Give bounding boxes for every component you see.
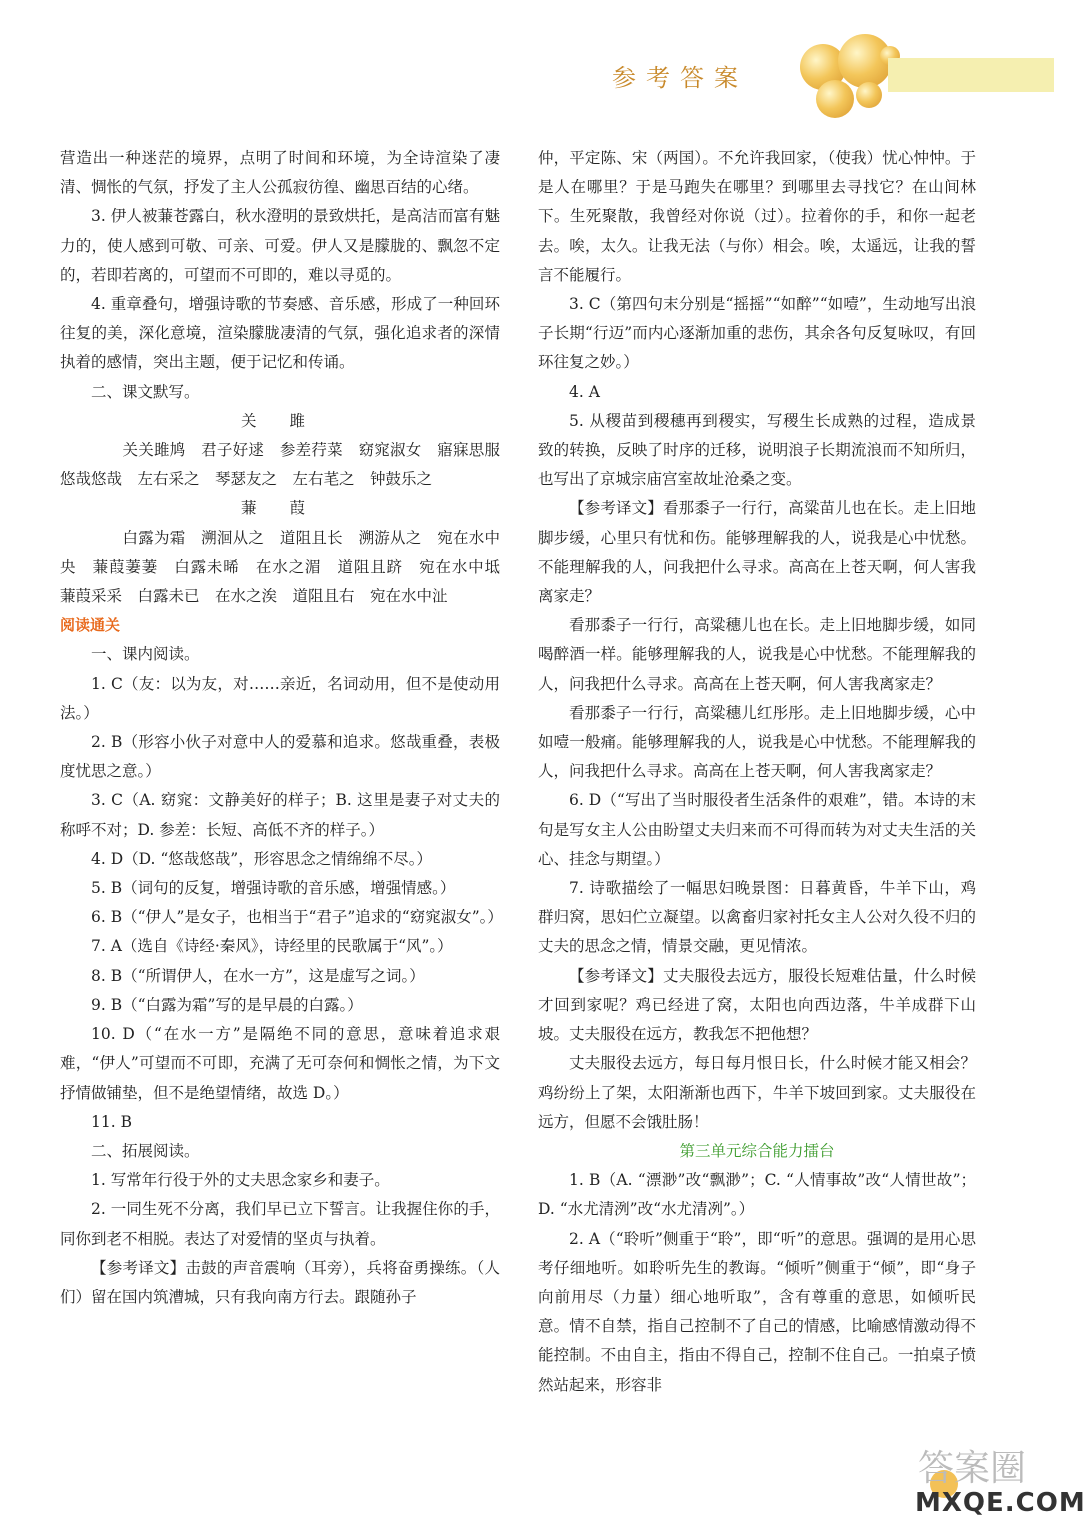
answer-paragraph: 3. C（第四句末分别是“摇摇”“如醉”“如噎”，生动地写出浪子长期“行迈”而内心逐渐加重的悲伤，其余各句反复咏叹，有回环往复之妙。） [538,295,976,372]
section-heading: 阅读通关 [60,616,121,635]
decorative-bubble [816,80,854,118]
page-header [0,0,1062,120]
answer-paragraph: 3. 伊人被蒹苍露白，秋水澄明的景致烘托，是高洁而富有魅力的，使人感到可敬、可亲、可爱。伊人又是朦胧的、飘忽不定的，若即若离的，可望而不可即的，难以寻觅的。 [60,207,500,284]
answer-paragraph: 1. 写常年行役于外的丈夫思念家乡和妻子。 [91,1171,390,1190]
answer-paragraph: 4. D（D. “悠哉悠哉”，形容思念之情绵绵不尽。） [91,849,432,868]
answer-paragraph: 看那黍子一行行，高粱穗儿红彤彤。走上旧地脚步缓，心中如噎一般痛。能够理解我的人，说我是心中忧愁。不能理解我的人，问我把什么寻求。高高在上苍天啊，何人害我离家走？ [538,703,976,781]
poem-title: 关 雎 [241,411,319,430]
answer-paragraph: 5. B（词句的反复，增强诗歌的音乐感，增强情感。） [91,879,456,898]
poem-text: 白露为霜 溯洄从之 道阻且长 溯游从之 宛在水中央 蒹葭萋萋 白露未晞 在水之湄 道阻且跻 宛在水中坻 蒹葭采采 白露未已 在水之涘 道阻且右 宛在水中沚 [60,528,516,606]
answer-paragraph: 营造出一种迷茫的境界，点明了时间和环境，为全诗渲染了凄清、惆怅的气氛，抒发了主人公孤寂彷徨、幽思百结的心绪。 [60,149,500,197]
poem-text: 关关雎鸠 君子好逑 参差荇菜 窈窕淑女 寤寐思服 悠哉悠哉 左右采之 琴瑟友之 左右芼之 钟鼓乐之 [60,441,516,489]
answer-paragraph: 4. A [569,382,600,401]
answer-paragraph: 10. D（“在水一方”是隔绝不同的意思，意味着追求艰难，“伊人”可望而不可即，充满了无可奈何和惆怅之情，为下文抒情做铺垫，但不是绝望情绪，故选 D。） [60,1025,500,1102]
answer-paragraph: 9. B（“白露为霜”写的是早晨的白露。） [91,995,363,1014]
answer-paragraph: 5. 从稷苗到稷穗再到稷实，写稷生长成熟的过程，造成景致的转换，反映了时序的迁移，说明浪子长期流浪而不知所归，也写出了京城宗庙宫室故址沧桑之变。 [538,411,976,489]
answer-paragraph: 二、课文默写。 [91,382,200,401]
unit-title: 第三单元综合能力擂台 [679,1141,835,1160]
answer-paragraph: 2. B（形容小伙子对意中人的爱慕和追求。悠哉重叠，表极度忧思之意。） [60,733,500,781]
answer-paragraph: 【参考译文】看那黍子一行行，高粱苗儿也在长。走上旧地脚步缓，心里只有忧和伤。能够理解我的人，说我是心中忧愁。不能理解我的人，问我把什么寻求。高高在上苍天啊，何人害我离家走？ [538,499,976,606]
answer-paragraph: 仲，平定陈、宋（两国）。不允许我回家，（使我）忧心忡忡。于是人在哪里？于是马跑失在哪里？到哪里去寻找它？在山间林下。生死聚散，我曾经对你说（过）。拉着你的手，和你一起老去。唉，太久。让我无法（与你）相会。唉，太遥远，让我的誓言不能履行。 [538,149,976,284]
answer-paragraph: 8. B（“所谓伊人，在水一方”，这是虚写之词。） [91,966,425,985]
answer-paragraph: 一、课内阅读。 [91,645,200,664]
answer-paragraph: 2. A（“聆听”侧重于“聆”，即“听”的意思。强调的是用心思考仔细地听。如聆听先生的教诲。“倾听”侧重于“倾”，即“身子向前用尽（力量）细心地听取”，含有尊重的意思，如倾听民意。情不自禁，指自己控制不了自己的情感，比喻感情激动得不能控制。不由自主，指由不得自己，控制不住自己。一拍桌子愤然站起来，形容非 [538,1229,976,1394]
answer-paragraph: 【参考译文】击鼓的声音震响（耳旁），兵将奋勇操练。（人们）留在国内筑漕城，只有我向南方行去。跟随孙子 [60,1258,500,1306]
answer-paragraph: 2. 一同生死不分离，我们早已立下誓言。让我握住你的手，同你到老不相脱。表达了对爱情的坚贞与执着。 [60,1200,500,1248]
answer-paragraph: 丈夫服役去远方，每日每月恨日长，什么时候才能又相会？鸡纷纷上了架，太阳渐渐也西下，牛羊下坡回到家。丈夫服役在远方，但愿不会饿肚肠！ [538,1054,976,1131]
answer-paragraph: 11. B [91,1112,132,1131]
page-title: 参考答案 [612,64,748,92]
answer-paragraph: 1. C（友：以为友，对……亲近，名词动用，但不是使动用法。） [60,674,500,722]
decorative-bubble [856,82,882,108]
answer-paragraph: 6. D（“写出了当时服役者生活条件的艰难”，错。本诗的末句是写女主人公由盼望丈夫归来而不可得而转为对丈夫生活的关心、挂念与期望。） [538,791,976,868]
right-column [538,144,976,1400]
header-bar [888,58,1054,92]
answer-paragraph: 3. C（A. 窈窕：文静美好的样子；B. 这里是妻子对丈夫的称呼不对；D. 参差：长短、高低不齐的样子。） [60,791,500,839]
answer-paragraph: 7. A（选自《诗经·秦风》，诗经里的民歌属于“风”。） [91,937,453,956]
left-column [60,144,516,1312]
answer-paragraph: 二、拓展阅读。 [91,1141,200,1160]
answer-paragraph: 1. B（A. “漂渺”改“飘渺”；C. “人情事故”改“人情世故”；D. “水尤清洌”改“水尤清冽”。） [538,1171,976,1219]
watermark-text: MXQE.COM [915,1488,1086,1518]
poem-title: 蒹 葭 [241,499,319,518]
answer-paragraph: 看那黍子一行行，高粱穗儿也在长。走上旧地脚步缓，如同喝醉酒一样。能够理解我的人，说我是心中忧愁。不能理解我的人，问我把什么寻求。高高在上苍天啊，何人害我离家走？ [538,616,976,693]
answer-paragraph: 6. B（“伊人”是女子，也相当于“君子”追求的“窈窕淑女”。） [91,908,503,927]
answer-paragraph: 4. 重章叠句，增强诗歌的节奏感、音乐感，形成了一种回环往复的美，深化意境，渲染朦胧凄清的气氛，强化追求者的深情执着的感情，突出主题，便于记忆和传诵。 [60,295,500,372]
answer-paragraph: 7. 诗歌描绘了一幅思妇晚景图：日暮黄昏，牛羊下山，鸡群归窝，思妇伫立凝望。以禽畜归家衬托女主人公对久役不归的丈夫的思念之情，情景交融，更见情浓。 [538,879,976,956]
answer-paragraph: 【参考译文】丈夫服役去远方，服役长短难估量，什么时候才回到家呢？鸡已经进了窝，太阳也向西边落，牛羊成群下山坡。丈夫服役在远方，教我怎不把他想？ [538,966,976,1044]
watermark-logo: 答案圈 [918,1448,1027,1489]
